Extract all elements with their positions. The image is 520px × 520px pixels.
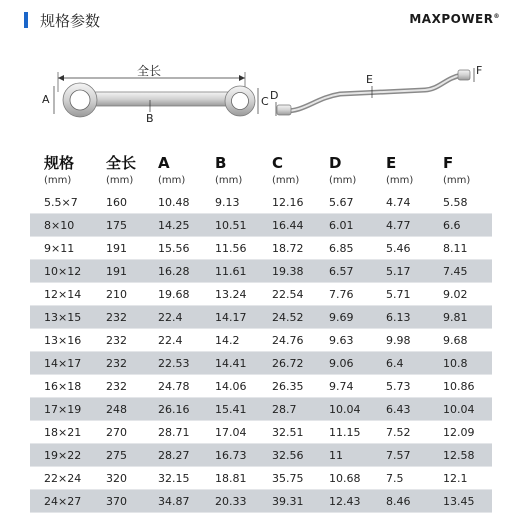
table-cell: 28.71 bbox=[144, 421, 201, 444]
table-cell: 232 bbox=[92, 306, 144, 329]
table-cell: 12.16 bbox=[258, 191, 315, 214]
header-row bbox=[30, 150, 492, 173]
table-cell: 17.04 bbox=[201, 421, 258, 444]
table-cell: 210 bbox=[92, 283, 144, 306]
unit-cell: (mm) bbox=[158, 174, 186, 186]
column-header: E bbox=[386, 153, 397, 172]
column-header: F bbox=[443, 153, 454, 172]
title-accent-bar bbox=[24, 12, 28, 28]
table-cell: 14.17 bbox=[201, 306, 258, 329]
table-cell: 12.1 bbox=[429, 467, 492, 490]
table-cell: 15.56 bbox=[144, 237, 201, 260]
table-cell: 24.76 bbox=[258, 329, 315, 352]
table-cell: 35.75 bbox=[258, 467, 315, 490]
table-cell: 248 bbox=[92, 398, 144, 421]
page-title: 规格参数 bbox=[40, 12, 101, 30]
table-cell: 6.01 bbox=[315, 214, 372, 237]
table-cell: 11.15 bbox=[315, 421, 372, 444]
column-header: C bbox=[272, 153, 284, 172]
table-cell: 12×14 bbox=[30, 283, 92, 306]
table-cell: 6.57 bbox=[315, 260, 372, 283]
table-cell: 14.41 bbox=[201, 352, 258, 375]
table-cell: 39.31 bbox=[258, 490, 315, 513]
table-cell: 24.52 bbox=[258, 306, 315, 329]
arrow-right bbox=[239, 75, 245, 81]
brand-registered-mark: ® bbox=[493, 13, 500, 20]
table-row bbox=[30, 283, 492, 306]
table-cell: 5.71 bbox=[372, 283, 429, 306]
table-cell: 24×27 bbox=[30, 490, 92, 513]
table-cell: 32.15 bbox=[144, 467, 201, 490]
table-row bbox=[30, 237, 492, 260]
table-cell: 4.77 bbox=[372, 214, 429, 237]
table-cell: 9.02 bbox=[429, 283, 492, 306]
side-right-head bbox=[458, 70, 470, 80]
arrow-left bbox=[58, 75, 64, 81]
table-row bbox=[30, 467, 492, 490]
table-cell: 9.74 bbox=[315, 375, 372, 398]
column-header: 全长 bbox=[106, 154, 137, 172]
table-cell: 8×10 bbox=[30, 214, 92, 237]
table-cell: 5.58 bbox=[429, 191, 492, 214]
table-cell: 22×24 bbox=[30, 467, 92, 490]
table-cell: 7.52 bbox=[372, 421, 429, 444]
brand-name: MAXPOWER bbox=[409, 12, 494, 26]
wrench-drawing bbox=[0, 42, 520, 142]
left-ring-hole bbox=[70, 90, 90, 110]
table-row bbox=[30, 352, 492, 375]
table-cell: 12.43 bbox=[315, 490, 372, 513]
table-cell: 14.06 bbox=[201, 375, 258, 398]
table-cell: 10.04 bbox=[315, 398, 372, 421]
table-cell: 26.72 bbox=[258, 352, 315, 375]
table-row bbox=[30, 421, 492, 444]
unit-cell: (mm) bbox=[44, 174, 72, 186]
label-full-length: 全长 bbox=[137, 64, 162, 78]
table-cell: 16.73 bbox=[201, 444, 258, 467]
table-cell: 28.7 bbox=[258, 398, 315, 421]
table-cell: 32.51 bbox=[258, 421, 315, 444]
table-cell: 34.87 bbox=[144, 490, 201, 513]
table-cell: 11.56 bbox=[201, 237, 258, 260]
unit-cell: (mm) bbox=[272, 174, 300, 186]
table-cell: 5.5×7 bbox=[30, 191, 92, 214]
table-cell: 6.6 bbox=[429, 214, 492, 237]
table-cell: 232 bbox=[92, 329, 144, 352]
label-e: E bbox=[366, 73, 373, 86]
table-cell: 14.2 bbox=[201, 329, 258, 352]
table-cell: 12.58 bbox=[429, 444, 492, 467]
table-cell: 10.8 bbox=[429, 352, 492, 375]
spec-table bbox=[30, 150, 492, 513]
table-cell: 16.28 bbox=[144, 260, 201, 283]
table-cell: 9.68 bbox=[429, 329, 492, 352]
unit-cell: (mm) bbox=[329, 174, 357, 186]
table-cell: 191 bbox=[92, 260, 144, 283]
table-row bbox=[30, 375, 492, 398]
table-cell: 9.13 bbox=[201, 191, 258, 214]
table-cell: 18.81 bbox=[201, 467, 258, 490]
table-cell: 13×16 bbox=[30, 329, 92, 352]
table-cell: 10.48 bbox=[144, 191, 201, 214]
table-cell: 19×22 bbox=[30, 444, 92, 467]
column-header: D bbox=[329, 153, 342, 172]
table-cell: 232 bbox=[92, 375, 144, 398]
table-cell: 5.17 bbox=[372, 260, 429, 283]
label-a: A bbox=[42, 93, 50, 106]
spec-table-body bbox=[30, 191, 492, 513]
table-cell: 8.11 bbox=[429, 237, 492, 260]
table-row bbox=[30, 191, 492, 214]
table-cell: 9.63 bbox=[315, 329, 372, 352]
table-cell: 22.53 bbox=[144, 352, 201, 375]
table-cell: 6.85 bbox=[315, 237, 372, 260]
column-header: 规格 bbox=[44, 154, 75, 172]
table-cell: 5.73 bbox=[372, 375, 429, 398]
unit-row bbox=[30, 173, 492, 191]
table-cell: 4.74 bbox=[372, 191, 429, 214]
unit-cell: (mm) bbox=[386, 174, 414, 186]
table-cell: 191 bbox=[92, 237, 144, 260]
table-cell: 16×18 bbox=[30, 375, 92, 398]
table-cell: 10×12 bbox=[30, 260, 92, 283]
table-cell: 160 bbox=[92, 191, 144, 214]
table-cell: 10.68 bbox=[315, 467, 372, 490]
table-row bbox=[30, 260, 492, 283]
table-cell: 18.72 bbox=[258, 237, 315, 260]
table-cell: 11.61 bbox=[201, 260, 258, 283]
table-cell: 26.35 bbox=[258, 375, 315, 398]
table-cell: 10.86 bbox=[429, 375, 492, 398]
table-cell: 13×15 bbox=[30, 306, 92, 329]
table-cell: 24.78 bbox=[144, 375, 201, 398]
table-cell: 7.5 bbox=[372, 467, 429, 490]
wrench-shank bbox=[75, 92, 235, 106]
table-cell: 11 bbox=[315, 444, 372, 467]
table-cell: 32.56 bbox=[258, 444, 315, 467]
table-cell: 9.06 bbox=[315, 352, 372, 375]
brand-logo bbox=[409, 12, 500, 26]
table-cell: 9.69 bbox=[315, 306, 372, 329]
table-cell: 15.41 bbox=[201, 398, 258, 421]
table-cell: 13.45 bbox=[429, 490, 492, 513]
label-d: D bbox=[270, 89, 279, 102]
table-row bbox=[30, 329, 492, 352]
header bbox=[0, 0, 520, 42]
table-row bbox=[30, 214, 492, 237]
table-cell: 22.4 bbox=[144, 306, 201, 329]
table-cell: 14×17 bbox=[30, 352, 92, 375]
wrench-dimension-diagram bbox=[0, 42, 520, 142]
table-cell: 9.98 bbox=[372, 329, 429, 352]
table-cell: 17×19 bbox=[30, 398, 92, 421]
table-cell: 10.51 bbox=[201, 214, 258, 237]
label-f: F bbox=[476, 64, 483, 77]
table-cell: 232 bbox=[92, 352, 144, 375]
table-cell: 19.38 bbox=[258, 260, 315, 283]
table-cell: 320 bbox=[92, 467, 144, 490]
table-row bbox=[30, 490, 492, 513]
table-cell: 7.76 bbox=[315, 283, 372, 306]
table-cell: 6.13 bbox=[372, 306, 429, 329]
table-cell: 19.68 bbox=[144, 283, 201, 306]
table-cell: 8.46 bbox=[372, 490, 429, 513]
table-cell: 12.09 bbox=[429, 421, 492, 444]
table-cell: 16.44 bbox=[258, 214, 315, 237]
table-cell: 7.57 bbox=[372, 444, 429, 467]
table-cell: 270 bbox=[92, 421, 144, 444]
table-cell: 20.33 bbox=[201, 490, 258, 513]
table-cell: 26.16 bbox=[144, 398, 201, 421]
table-cell: 28.27 bbox=[144, 444, 201, 467]
table-cell: 275 bbox=[92, 444, 144, 467]
table-cell: 22.54 bbox=[258, 283, 315, 306]
table-cell: 5.67 bbox=[315, 191, 372, 214]
table-cell: 9×11 bbox=[30, 237, 92, 260]
table-cell: 10.04 bbox=[429, 398, 492, 421]
table-cell: 7.45 bbox=[429, 260, 492, 283]
side-left-head bbox=[277, 105, 291, 115]
right-ring-hole bbox=[232, 93, 249, 110]
unit-cell: (mm) bbox=[215, 174, 243, 186]
table-cell: 175 bbox=[92, 214, 144, 237]
table-cell: 18×21 bbox=[30, 421, 92, 444]
column-header: A bbox=[158, 153, 170, 172]
table-cell: 370 bbox=[92, 490, 144, 513]
table-cell: 22.4 bbox=[144, 329, 201, 352]
label-b: B bbox=[146, 112, 154, 125]
label-c: C bbox=[261, 95, 269, 108]
table-cell: 14.25 bbox=[144, 214, 201, 237]
column-header: B bbox=[215, 153, 227, 172]
table-cell: 6.4 bbox=[372, 352, 429, 375]
unit-cell: (mm) bbox=[106, 174, 134, 186]
table-row bbox=[30, 398, 492, 421]
table-row bbox=[30, 444, 492, 467]
table-cell: 5.46 bbox=[372, 237, 429, 260]
table-cell: 6.43 bbox=[372, 398, 429, 421]
table-cell: 13.24 bbox=[201, 283, 258, 306]
unit-cell: (mm) bbox=[443, 174, 471, 186]
table-row bbox=[30, 306, 492, 329]
spec-table-container bbox=[30, 150, 492, 513]
table-cell: 9.81 bbox=[429, 306, 492, 329]
